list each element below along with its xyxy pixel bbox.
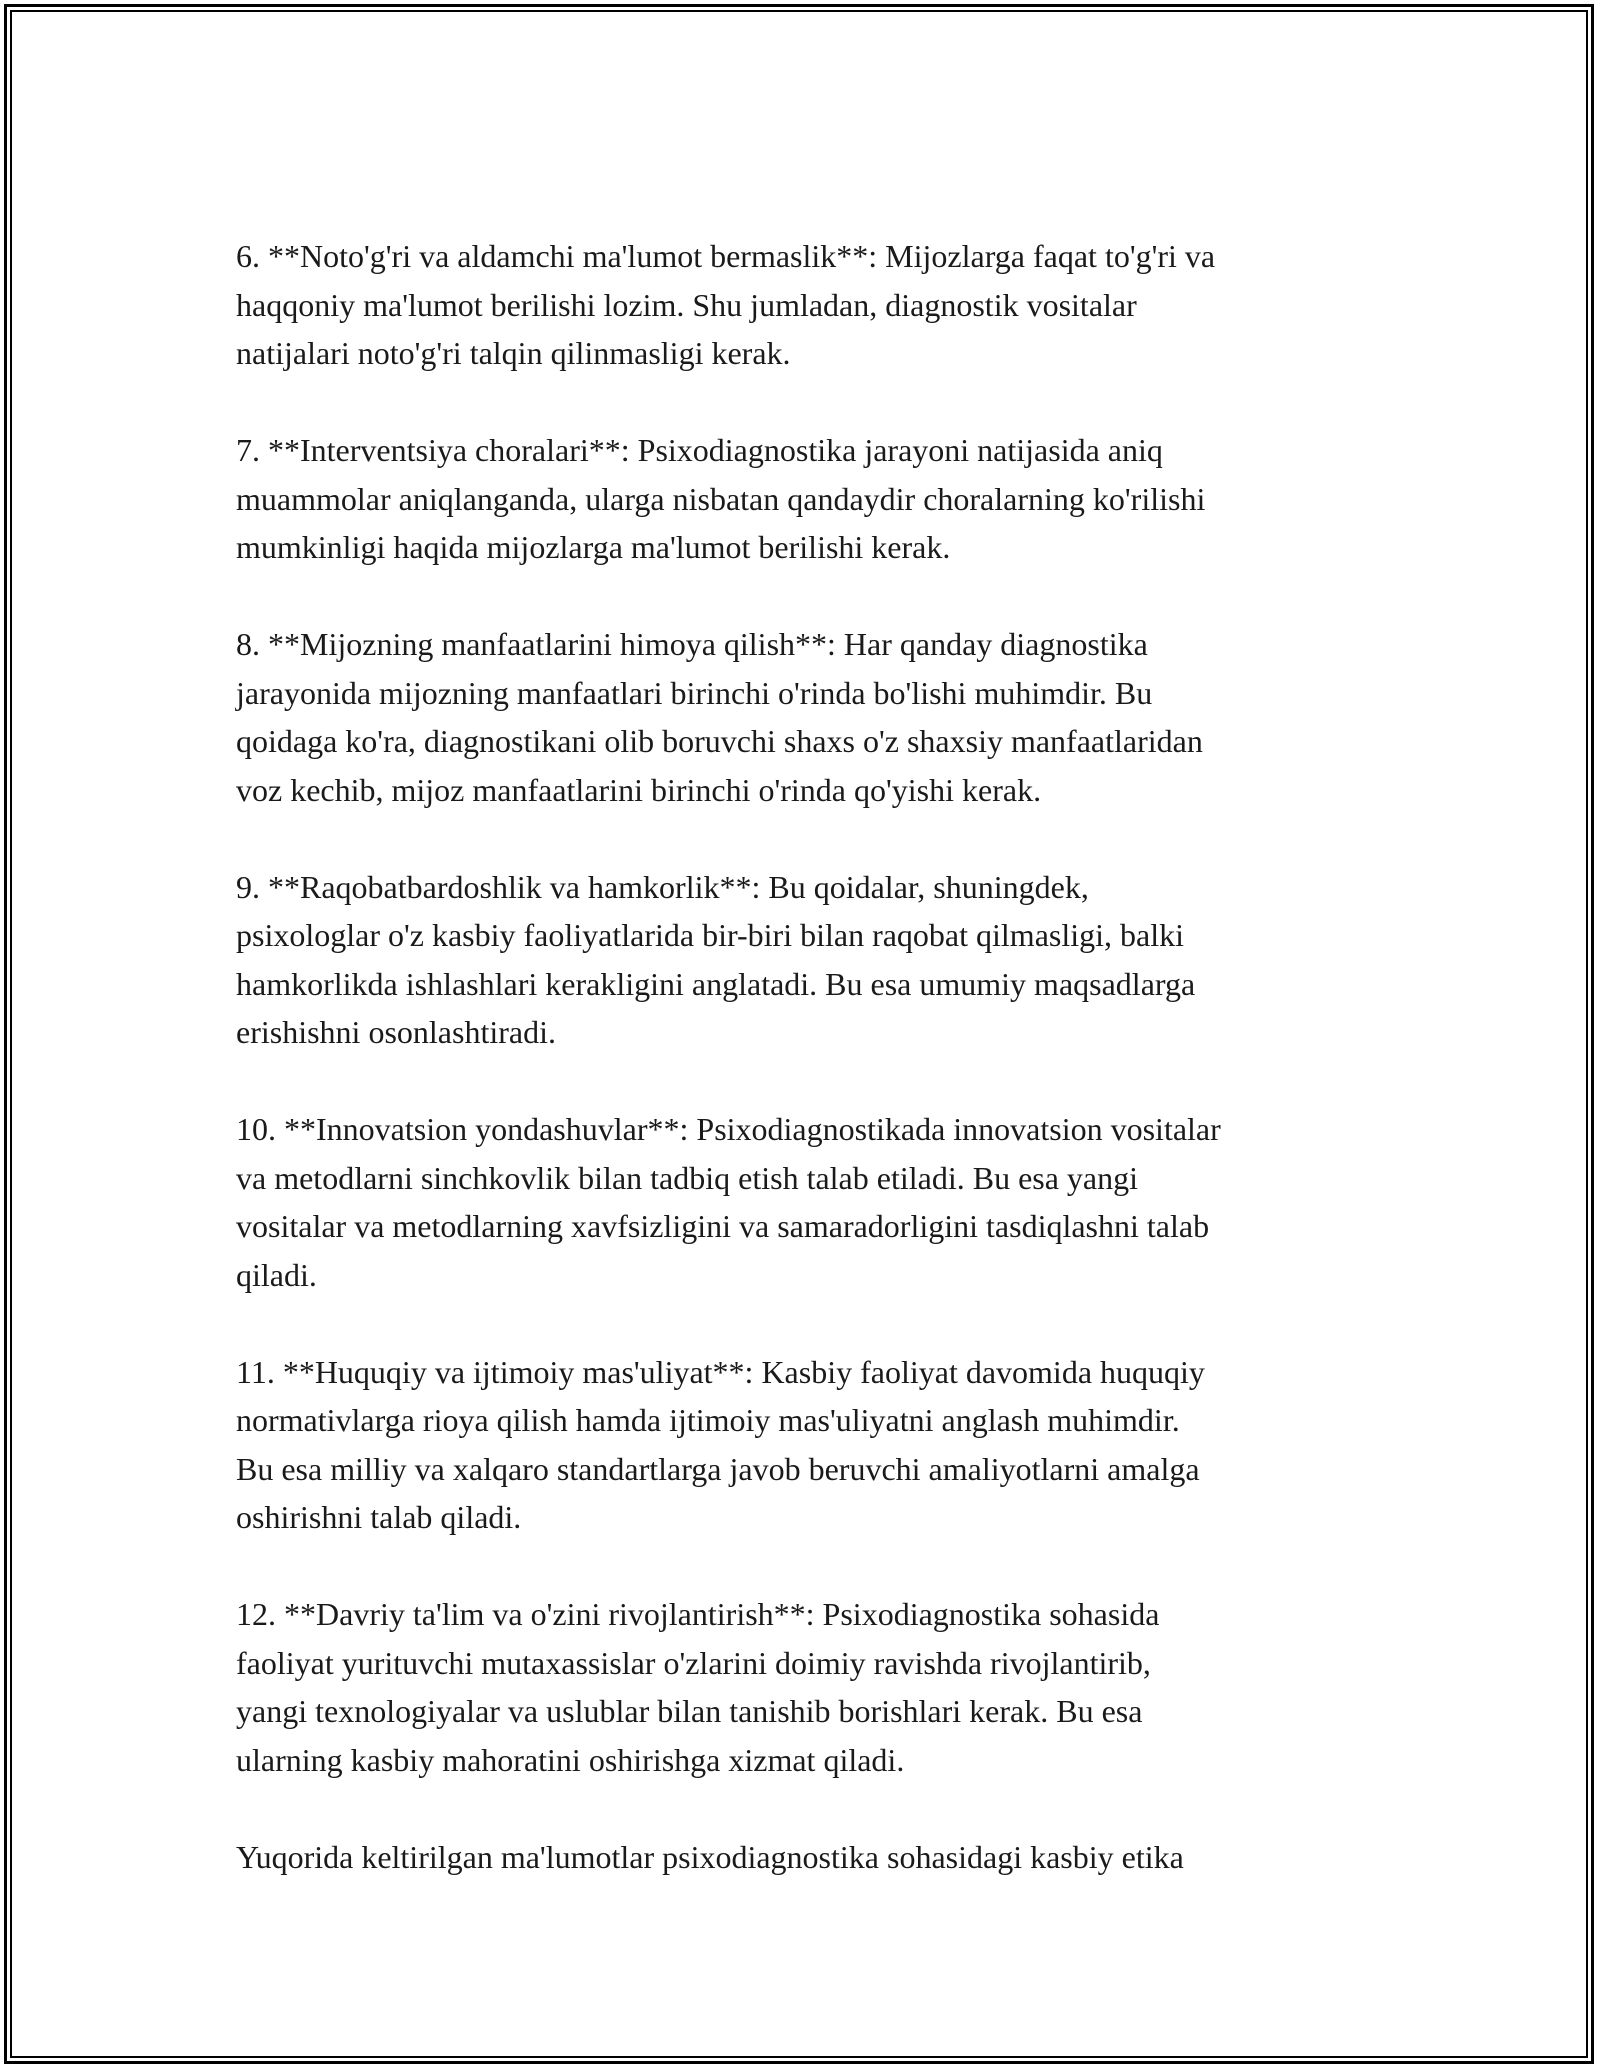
paragraph-item-8: 8. **Mijozning manfaatlarini himoya qilish**: Har qanday diagnostika jarayonida mijozning manfaatlari birinchi o'rinda bo'lishi muhimdir. Bu qoidaga ko'ra, diagnostikani olib boruvchi shaxs o'z shaxsiy manfaatlaridan voz kechib, mijoz manfaatlarini birinchi o'rinda qo'yishi kerak. (236, 626, 1203, 808)
paragraph-item-7: 7. **Interventsiya choralari**: Psixodiagnostika jarayoni natijasida aniq muammolar aniqlanganda, ularga nisbatan qandaydir choralarning ko'rilishi mumkinligi haqida mijozlarga ma'lumot berilishi kerak. (236, 432, 1206, 565)
paragraph-conclusion: Yuqorida keltirilgan ma'lumotlar psixodiagnostika sohasidagi kasbiy etika (236, 1838, 1184, 1875)
paragraph-item-9: 9. **Raqobatbardoshlik va hamkorlik**: Bu qoidalar, shuningdek, psixologlar o'z kasbiy faoliyatlarida bir-biri bilan raqobat qilmasligi, balki hamkorlikda ishlashlari kerakligini anglatadi. Bu esa umumiy maqsadlarga erishishni osonlashtiradi. (236, 868, 1196, 1050)
paragraph-item-11: 11. **Huquqiy va ijtimoiy mas'uliyat**: Kasbiy faoliyat davomida huquqiy normativlarga rioya qilish hamda ijtimoiy mas'uliyatni anglash muhimdir. Bu esa milliy va xalqaro standartlarga javob beruvchi amaliyotlarni amalga oshirishni talab qiladi. (236, 1353, 1205, 1535)
document-body (236, 232, 1386, 1930)
paragraph-item-6: 6. **Noto'g'ri va aldamchi ma'lumot bermaslik**: Mijozlarga faqat to'g'ri va haqqoniy ma'lumot berilishi lozim. Shu jumladan, diagnostik vositalar natijalari noto'g'ri talqin qilinmasligi kerak. (236, 238, 1216, 371)
paragraph-item-12: 12. **Davriy ta'lim va o'zini rivojlantirish**: Psixodiagnostika sohasida faoliyat yurituvchi mutaxassislar o'zlarini doimiy ravishda rivojlantirib, yangi texnologiyalar va uslublar bilan tanishib borishlari kerak. Bu esa ularning kasbiy mahoratini oshirishga xizmat qiladi. (236, 1596, 1160, 1778)
paragraph-item-10: 10. **Innovatsion yondashuvlar**: Psixodiagnostikada innovatsion vositalar va metodlarni sinchkovlik bilan tadbiq etish talab etiladi. Bu esa yangi vositalar va metodlarning xavfsizligini va samaradorligini tasdiqlashni talab qiladi. (236, 1111, 1221, 1293)
